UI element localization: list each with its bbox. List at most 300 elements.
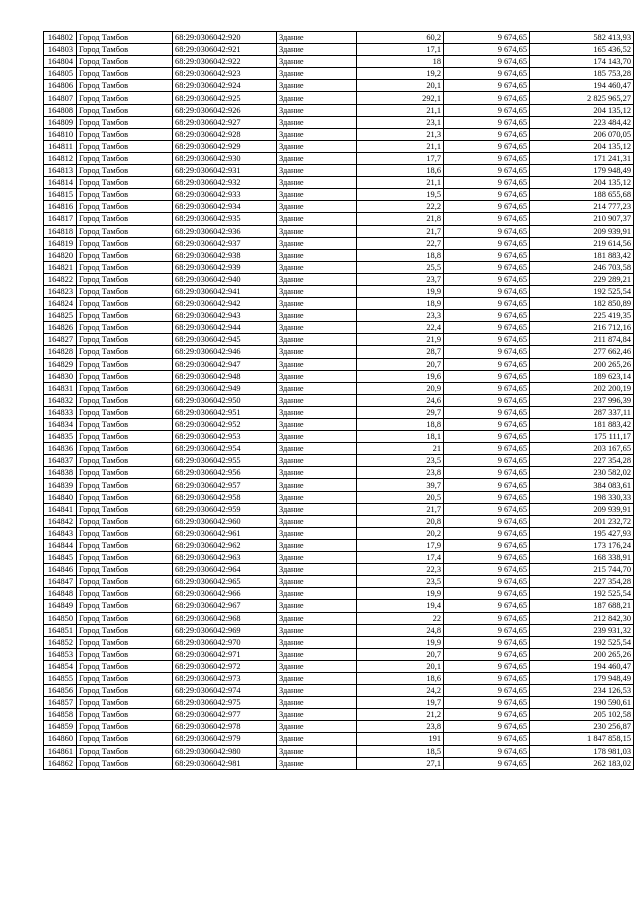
row-number-cell: 164848 [44, 588, 77, 600]
object-type-cell: Здание [277, 201, 357, 213]
locality-cell: Город Тамбов [77, 443, 173, 455]
row-number-cell: 164815 [44, 189, 77, 201]
locality-cell: Город Тамбов [77, 165, 173, 177]
locality-cell: Город Тамбов [77, 552, 173, 564]
row-number-cell: 164861 [44, 745, 77, 757]
area-cell: 21,8 [357, 213, 444, 225]
specific-value-cell: 9 674,65 [444, 443, 530, 455]
cadastral-number-cell: 68:29:0306042:972 [173, 660, 277, 672]
area-cell: 39,7 [357, 479, 444, 491]
row-number-cell: 164853 [44, 648, 77, 660]
table-row [44, 334, 634, 346]
specific-value-cell: 9 674,65 [444, 527, 530, 539]
specific-value-cell: 9 674,65 [444, 213, 530, 225]
cadastral-value-cell: 165 436,52 [530, 44, 634, 56]
cadastral-number-cell: 68:29:0306042:957 [173, 479, 277, 491]
object-type-cell: Здание [277, 358, 357, 370]
object-type-cell: Здание [277, 721, 357, 733]
row-number-cell: 164850 [44, 612, 77, 624]
cadastral-value-cell: 192 525,54 [530, 636, 634, 648]
object-type-cell: Здание [277, 491, 357, 503]
area-cell: 20,8 [357, 515, 444, 527]
table-row [44, 261, 634, 273]
cadastral-number-cell: 68:29:0306042:922 [173, 56, 277, 68]
row-number-cell: 164844 [44, 539, 77, 551]
area-cell: 19,4 [357, 600, 444, 612]
area-cell: 19,6 [357, 370, 444, 382]
table-row [44, 56, 634, 68]
cadastral-value-cell: 204 135,12 [530, 177, 634, 189]
area-cell: 19,7 [357, 697, 444, 709]
object-type-cell: Здание [277, 527, 357, 539]
row-number-cell: 164831 [44, 382, 77, 394]
object-type-cell: Здание [277, 467, 357, 479]
cadastral-value-cell: 173 176,24 [530, 539, 634, 551]
cadastral-number-cell: 68:29:0306042:931 [173, 165, 277, 177]
cadastral-number-cell: 68:29:0306042:920 [173, 32, 277, 44]
table-row [44, 491, 634, 503]
specific-value-cell: 9 674,65 [444, 431, 530, 443]
cadastral-value-cell: 209 939,91 [530, 503, 634, 515]
table-row [44, 576, 634, 588]
cadastral-value-cell: 246 703,58 [530, 261, 634, 273]
table-row [44, 660, 634, 672]
specific-value-cell: 9 674,65 [444, 648, 530, 660]
locality-cell: Город Тамбов [77, 600, 173, 612]
locality-cell: Город Тамбов [77, 709, 173, 721]
row-number-cell: 164855 [44, 672, 77, 684]
specific-value-cell: 9 674,65 [444, 310, 530, 322]
row-number-cell: 164839 [44, 479, 77, 491]
object-type-cell: Здание [277, 552, 357, 564]
table-row [44, 298, 634, 310]
object-type-cell: Здание [277, 419, 357, 431]
object-type-cell: Здание [277, 443, 357, 455]
table-row [44, 394, 634, 406]
row-number-cell: 164821 [44, 261, 77, 273]
row-number-cell: 164836 [44, 443, 77, 455]
locality-cell: Город Тамбов [77, 539, 173, 551]
row-number-cell: 164860 [44, 733, 77, 745]
table-row [44, 515, 634, 527]
specific-value-cell: 9 674,65 [444, 298, 530, 310]
cadastral-number-cell: 68:29:0306042:969 [173, 624, 277, 636]
locality-cell: Город Тамбов [77, 201, 173, 213]
cadastral-value-cell: 214 777,23 [530, 201, 634, 213]
table-row [44, 165, 634, 177]
row-number-cell: 164816 [44, 201, 77, 213]
cadastral-number-cell: 68:29:0306042:959 [173, 503, 277, 515]
object-type-cell: Здание [277, 431, 357, 443]
area-cell: 18,5 [357, 745, 444, 757]
locality-cell: Город Тамбов [77, 189, 173, 201]
area-cell: 24,8 [357, 624, 444, 636]
cadastral-number-cell: 68:29:0306042:941 [173, 285, 277, 297]
specific-value-cell: 9 674,65 [444, 721, 530, 733]
object-type-cell: Здание [277, 80, 357, 92]
table-row [44, 68, 634, 80]
table-row [44, 467, 634, 479]
object-type-cell: Здание [277, 515, 357, 527]
locality-cell: Город Тамбов [77, 648, 173, 660]
locality-cell: Город Тамбов [77, 310, 173, 322]
specific-value-cell: 9 674,65 [444, 249, 530, 261]
specific-value-cell: 9 674,65 [444, 479, 530, 491]
row-number-cell: 164847 [44, 576, 77, 588]
specific-value-cell: 9 674,65 [444, 624, 530, 636]
table-row [44, 285, 634, 297]
area-cell: 292,1 [357, 92, 444, 104]
locality-cell: Город Тамбов [77, 479, 173, 491]
specific-value-cell: 9 674,65 [444, 539, 530, 551]
locality-cell: Город Тамбов [77, 44, 173, 56]
locality-cell: Город Тамбов [77, 624, 173, 636]
area-cell: 17,9 [357, 539, 444, 551]
area-cell: 18 [357, 56, 444, 68]
area-cell: 20,5 [357, 491, 444, 503]
cadastral-number-cell: 68:29:0306042:940 [173, 273, 277, 285]
row-number-cell: 164806 [44, 80, 77, 92]
specific-value-cell: 9 674,65 [444, 285, 530, 297]
area-cell: 23,8 [357, 721, 444, 733]
specific-value-cell: 9 674,65 [444, 419, 530, 431]
table-row [44, 128, 634, 140]
table-row [44, 249, 634, 261]
cadastral-number-cell: 68:29:0306042:929 [173, 140, 277, 152]
row-number-cell: 164862 [44, 757, 77, 769]
specific-value-cell: 9 674,65 [444, 104, 530, 116]
row-number-cell: 164828 [44, 346, 77, 358]
locality-cell: Город Тамбов [77, 527, 173, 539]
area-cell: 60,2 [357, 32, 444, 44]
cadastral-value-cell: 179 948,49 [530, 672, 634, 684]
cadastral-number-cell: 68:29:0306042:946 [173, 346, 277, 358]
locality-cell: Город Тамбов [77, 406, 173, 418]
object-type-cell: Здание [277, 310, 357, 322]
cadastral-value-cell: 198 330,33 [530, 491, 634, 503]
table-row [44, 527, 634, 539]
cadastral-number-cell: 68:29:0306042:950 [173, 394, 277, 406]
locality-cell: Город Тамбов [77, 467, 173, 479]
specific-value-cell: 9 674,65 [444, 56, 530, 68]
cadastral-value-cell: 206 070,05 [530, 128, 634, 140]
cadastral-value-cell: 227 354,28 [530, 455, 634, 467]
locality-cell: Город Тамбов [77, 104, 173, 116]
object-type-cell: Здание [277, 564, 357, 576]
specific-value-cell: 9 674,65 [444, 709, 530, 721]
row-number-cell: 164809 [44, 116, 77, 128]
cadastral-number-cell: 68:29:0306042:981 [173, 757, 277, 769]
cadastral-value-cell: 201 232,72 [530, 515, 634, 527]
locality-cell: Город Тамбов [77, 370, 173, 382]
object-type-cell: Здание [277, 660, 357, 672]
specific-value-cell: 9 674,65 [444, 237, 530, 249]
table-row [44, 189, 634, 201]
row-number-cell: 164838 [44, 467, 77, 479]
object-type-cell: Здание [277, 685, 357, 697]
row-number-cell: 164811 [44, 140, 77, 152]
row-number-cell: 164843 [44, 527, 77, 539]
specific-value-cell: 9 674,65 [444, 334, 530, 346]
row-number-cell: 164833 [44, 406, 77, 418]
cadastral-value-cell: 1 847 858,15 [530, 733, 634, 745]
cadastral-number-cell: 68:29:0306042:956 [173, 467, 277, 479]
row-number-cell: 164818 [44, 225, 77, 237]
cadastral-value-cell: 195 427,93 [530, 527, 634, 539]
object-type-cell: Здание [277, 503, 357, 515]
cadastral-value-cell: 190 590,61 [530, 697, 634, 709]
cadastral-number-cell: 68:29:0306042:974 [173, 685, 277, 697]
cadastral-value-cell: 230 582,02 [530, 467, 634, 479]
row-number-cell: 164814 [44, 177, 77, 189]
object-type-cell: Здание [277, 104, 357, 116]
row-number-cell: 164849 [44, 600, 77, 612]
cadastral-number-cell: 68:29:0306042:933 [173, 189, 277, 201]
area-cell: 18,6 [357, 165, 444, 177]
area-cell: 22 [357, 612, 444, 624]
locality-cell: Город Тамбов [77, 745, 173, 757]
cadastral-value-cell: 239 931,32 [530, 624, 634, 636]
cadastral-number-cell: 68:29:0306042:970 [173, 636, 277, 648]
row-number-cell: 164813 [44, 165, 77, 177]
row-number-cell: 164851 [44, 624, 77, 636]
object-type-cell: Здание [277, 68, 357, 80]
locality-cell: Город Тамбов [77, 334, 173, 346]
table-row [44, 406, 634, 418]
table-row [44, 443, 634, 455]
cadastral-value-cell: 171 241,31 [530, 152, 634, 164]
cadastral-number-cell: 68:29:0306042:979 [173, 733, 277, 745]
row-number-cell: 164826 [44, 322, 77, 334]
specific-value-cell: 9 674,65 [444, 685, 530, 697]
object-type-cell: Здание [277, 334, 357, 346]
area-cell: 21 [357, 443, 444, 455]
cadastral-number-cell: 68:29:0306042:964 [173, 564, 277, 576]
locality-cell: Город Тамбов [77, 685, 173, 697]
cadastral-number-cell: 68:29:0306042:948 [173, 370, 277, 382]
table-body [44, 32, 634, 770]
row-number-cell: 164824 [44, 298, 77, 310]
locality-cell: Город Тамбов [77, 116, 173, 128]
cadastral-value-cell: 2 825 965,27 [530, 92, 634, 104]
object-type-cell: Здание [277, 624, 357, 636]
specific-value-cell: 9 674,65 [444, 80, 530, 92]
locality-cell: Город Тамбов [77, 697, 173, 709]
object-type-cell: Здание [277, 479, 357, 491]
area-cell: 20,1 [357, 80, 444, 92]
cadastral-number-cell: 68:29:0306042:980 [173, 745, 277, 757]
cadastral-number-cell: 68:29:0306042:958 [173, 491, 277, 503]
cadastral-value-cell: 277 662,46 [530, 346, 634, 358]
area-cell: 21,1 [357, 104, 444, 116]
cadastral-value-cell: 227 354,28 [530, 576, 634, 588]
cadastral-number-cell: 68:29:0306042:934 [173, 201, 277, 213]
area-cell: 19,9 [357, 285, 444, 297]
cadastral-number-cell: 68:29:0306042:932 [173, 177, 277, 189]
table-row [44, 697, 634, 709]
area-cell: 20,7 [357, 648, 444, 660]
specific-value-cell: 9 674,65 [444, 92, 530, 104]
specific-value-cell: 9 674,65 [444, 44, 530, 56]
object-type-cell: Здание [277, 189, 357, 201]
cadastral-number-cell: 68:29:0306042:942 [173, 298, 277, 310]
cadastral-number-cell: 68:29:0306042:967 [173, 600, 277, 612]
table-row [44, 116, 634, 128]
cadastral-value-cell: 384 083,61 [530, 479, 634, 491]
locality-cell: Город Тамбов [77, 672, 173, 684]
specific-value-cell: 9 674,65 [444, 455, 530, 467]
object-type-cell: Здание [277, 225, 357, 237]
locality-cell: Город Тамбов [77, 358, 173, 370]
area-cell: 191 [357, 733, 444, 745]
table-row [44, 636, 634, 648]
specific-value-cell: 9 674,65 [444, 273, 530, 285]
cadastral-number-cell: 68:29:0306042:944 [173, 322, 277, 334]
area-cell: 23,5 [357, 455, 444, 467]
table-row [44, 709, 634, 721]
area-cell: 23,7 [357, 273, 444, 285]
cadastral-value-cell: 211 874,84 [530, 334, 634, 346]
table-row [44, 370, 634, 382]
area-cell: 18,9 [357, 298, 444, 310]
table-row [44, 177, 634, 189]
locality-cell: Город Тамбов [77, 56, 173, 68]
specific-value-cell: 9 674,65 [444, 32, 530, 44]
cadastral-value-cell: 200 265,26 [530, 648, 634, 660]
locality-cell: Город Тамбов [77, 298, 173, 310]
specific-value-cell: 9 674,65 [444, 552, 530, 564]
row-number-cell: 164807 [44, 92, 77, 104]
table-row [44, 685, 634, 697]
row-number-cell: 164859 [44, 721, 77, 733]
object-type-cell: Здание [277, 697, 357, 709]
row-number-cell: 164822 [44, 273, 77, 285]
area-cell: 18,1 [357, 431, 444, 443]
specific-value-cell: 9 674,65 [444, 515, 530, 527]
specific-value-cell: 9 674,65 [444, 672, 530, 684]
object-type-cell: Здание [277, 152, 357, 164]
object-type-cell: Здание [277, 588, 357, 600]
cadastral-value-cell: 237 996,39 [530, 394, 634, 406]
specific-value-cell: 9 674,65 [444, 660, 530, 672]
cadastral-value-table [43, 31, 634, 770]
locality-cell: Город Тамбов [77, 721, 173, 733]
cadastral-value-cell: 181 883,42 [530, 419, 634, 431]
object-type-cell: Здание [277, 757, 357, 769]
object-type-cell: Здание [277, 394, 357, 406]
object-type-cell: Здание [277, 600, 357, 612]
row-number-cell: 164845 [44, 552, 77, 564]
row-number-cell: 164825 [44, 310, 77, 322]
table-row [44, 201, 634, 213]
specific-value-cell: 9 674,65 [444, 189, 530, 201]
row-number-cell: 164804 [44, 56, 77, 68]
cadastral-value-cell: 230 256,87 [530, 721, 634, 733]
locality-cell: Город Тамбов [77, 322, 173, 334]
object-type-cell: Здание [277, 672, 357, 684]
specific-value-cell: 9 674,65 [444, 406, 530, 418]
cadastral-value-cell: 225 419,35 [530, 310, 634, 322]
row-number-cell: 164852 [44, 636, 77, 648]
area-cell: 17,1 [357, 44, 444, 56]
area-cell: 17,4 [357, 552, 444, 564]
cadastral-number-cell: 68:29:0306042:951 [173, 406, 277, 418]
row-number-cell: 164810 [44, 128, 77, 140]
cadastral-number-cell: 68:29:0306042:960 [173, 515, 277, 527]
cadastral-number-cell: 68:29:0306042:955 [173, 455, 277, 467]
cadastral-number-cell: 68:29:0306042:927 [173, 116, 277, 128]
table-row [44, 92, 634, 104]
area-cell: 22,2 [357, 201, 444, 213]
specific-value-cell: 9 674,65 [444, 322, 530, 334]
cadastral-value-cell: 216 712,16 [530, 322, 634, 334]
locality-cell: Город Тамбов [77, 213, 173, 225]
cadastral-number-cell: 68:29:0306042:968 [173, 612, 277, 624]
cadastral-number-cell: 68:29:0306042:930 [173, 152, 277, 164]
cadastral-value-cell: 185 753,28 [530, 68, 634, 80]
locality-cell: Город Тамбов [77, 140, 173, 152]
row-number-cell: 164808 [44, 104, 77, 116]
object-type-cell: Здание [277, 165, 357, 177]
specific-value-cell: 9 674,65 [444, 201, 530, 213]
cadastral-number-cell: 68:29:0306042:954 [173, 443, 277, 455]
cadastral-value-cell: 192 525,54 [530, 285, 634, 297]
cadastral-value-cell: 203 167,65 [530, 443, 634, 455]
cadastral-value-cell: 205 102,58 [530, 709, 634, 721]
specific-value-cell: 9 674,65 [444, 225, 530, 237]
cadastral-value-cell: 174 143,70 [530, 56, 634, 68]
cadastral-number-cell: 68:29:0306042:962 [173, 539, 277, 551]
area-cell: 21,9 [357, 334, 444, 346]
row-number-cell: 164832 [44, 394, 77, 406]
cadastral-number-cell: 68:29:0306042:925 [173, 92, 277, 104]
locality-cell: Город Тамбов [77, 431, 173, 443]
specific-value-cell: 9 674,65 [444, 152, 530, 164]
cadastral-value-cell: 287 337,11 [530, 406, 634, 418]
locality-cell: Город Тамбов [77, 515, 173, 527]
object-type-cell: Здание [277, 346, 357, 358]
locality-cell: Город Тамбов [77, 564, 173, 576]
locality-cell: Город Тамбов [77, 32, 173, 44]
specific-value-cell: 9 674,65 [444, 733, 530, 745]
locality-cell: Город Тамбов [77, 588, 173, 600]
locality-cell: Город Тамбов [77, 346, 173, 358]
table-row [44, 455, 634, 467]
area-cell: 22,3 [357, 564, 444, 576]
cadastral-value-cell: 262 183,02 [530, 757, 634, 769]
object-type-cell: Здание [277, 576, 357, 588]
object-type-cell: Здание [277, 709, 357, 721]
row-number-cell: 164858 [44, 709, 77, 721]
locality-cell: Город Тамбов [77, 660, 173, 672]
row-number-cell: 164834 [44, 419, 77, 431]
cadastral-value-cell: 209 939,91 [530, 225, 634, 237]
cadastral-number-cell: 68:29:0306042:971 [173, 648, 277, 660]
table-row [44, 32, 634, 44]
table-row [44, 600, 634, 612]
locality-cell: Город Тамбов [77, 419, 173, 431]
table-row [44, 225, 634, 237]
table-row [44, 80, 634, 92]
cadastral-value-cell: 168 338,91 [530, 552, 634, 564]
specific-value-cell: 9 674,65 [444, 116, 530, 128]
locality-cell: Город Тамбов [77, 68, 173, 80]
table-row [44, 588, 634, 600]
area-cell: 21,1 [357, 177, 444, 189]
object-type-cell: Здание [277, 44, 357, 56]
cadastral-number-cell: 68:29:0306042:937 [173, 237, 277, 249]
specific-value-cell: 9 674,65 [444, 68, 530, 80]
